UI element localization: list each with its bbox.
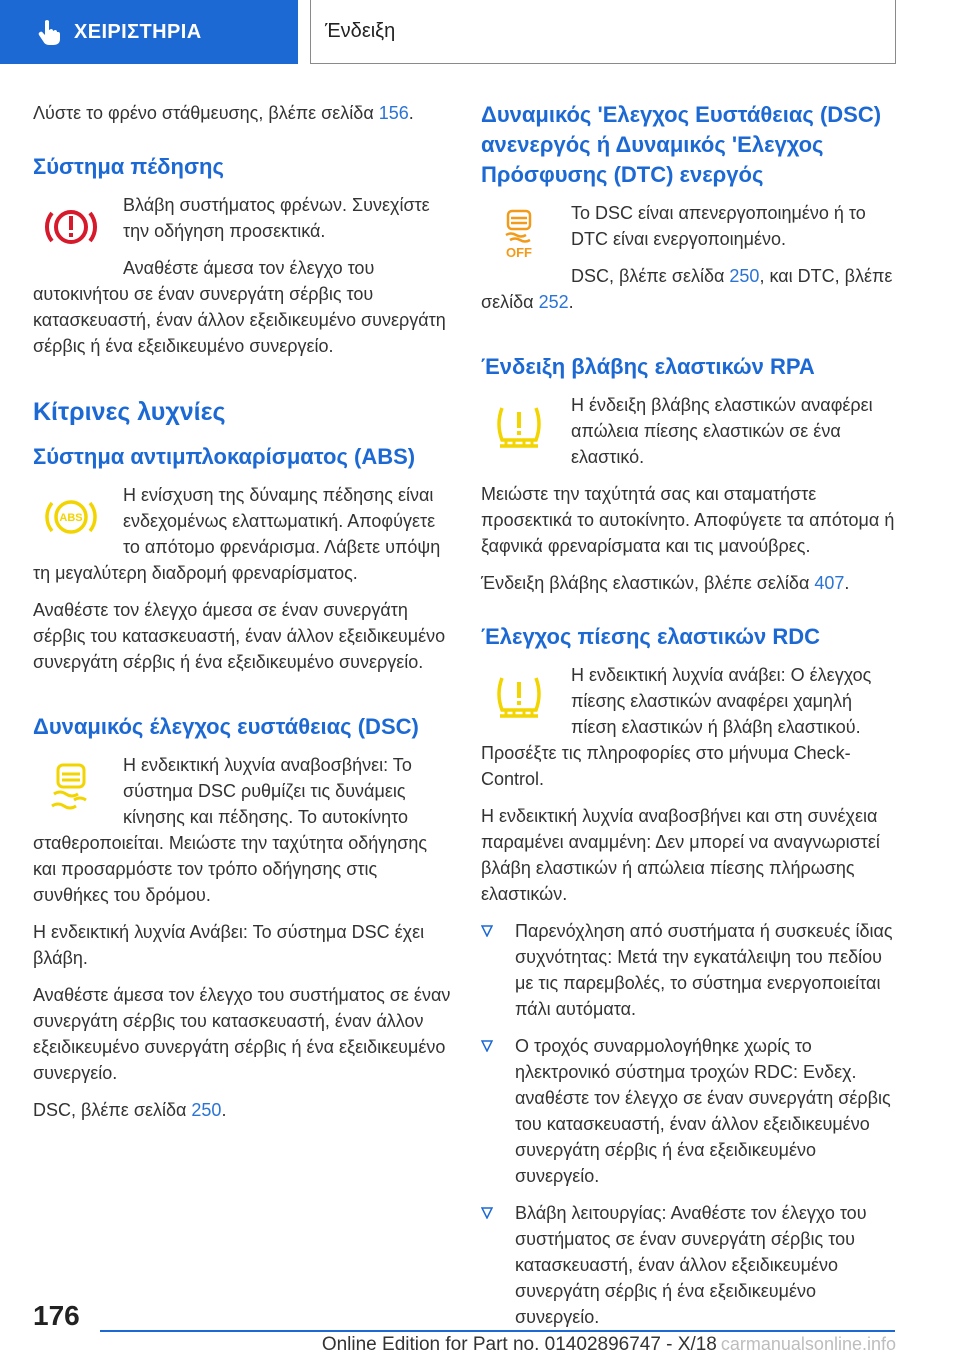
abs-heading: Σύστημα αντιμπλοκαρίσματος (ABS) [33, 444, 416, 469]
tire-pressure-icon [481, 664, 557, 730]
footer-divider [100, 1330, 895, 1332]
rdc-text-1: Η ενδεικτική λυχνία ανάβει: Ο έλεγχος πίεσης ελαστικών αναφέρει χαμηλή πίεση ελαστικών ή βλάβη ελαστικού. Προσέξτε τις πληροφορίες στο μήνυμα Check-Control. [481, 665, 872, 789]
rpa-text-2: Μειώστε την ταχύτητά σας και σταματήστε προσεκτικά το αυτοκίνητο. Αποφύγετε τα απότομα ή ξαφνικά φρεναρίσματα και τις μανούβρες. [481, 484, 895, 556]
yellow-lights-heading: Κίτρινες λυχνίες [33, 398, 226, 426]
dsc-off-text-1: Το DSC είναι απενεργοποιημένο ή το DTC είναι ενεργοποιημένο. [571, 203, 866, 249]
triangle-bullet-icon [481, 925, 493, 937]
page-link[interactable]: 250 [191, 1100, 222, 1120]
page-number: 176 [33, 1300, 80, 1331]
brake-text-2: Αναθέστε άμεσα τον έλεγχο του αυτοκινήτου σε έναν συνεργάτη σέρβις του κατασκευαστή, έναν άλλον εξειδικευμένο συνεργάτη σέρβις ή ένα εξειδικευμένο συνεργείο. [33, 258, 446, 356]
triangle-bullet-icon [481, 1040, 493, 1052]
svg-text:ABS: ABS [59, 512, 83, 524]
abs-icon [33, 484, 109, 550]
svg-text:OFF: OFF [506, 245, 532, 260]
page-link[interactable]: 250 [729, 266, 760, 286]
page-link[interactable]: 156 [378, 103, 409, 123]
hand-pointer-icon [38, 19, 60, 45]
intro-paragraph: Λύστε το φρένο στάθμευσης, βλέπε σελίδα 156. [33, 103, 414, 123]
rdc-bullet: Ο τροχός συναρμολογήθηκε χωρίς το ηλεκτρονικό σύστημα τροχών RDC: Ενδεχ. αναθέστε τον έλεγχο σε έναν συνεργάτη σέρβις του κατασκευαστή, έναν άλλον εξειδικευμένο συνεργάτη σέρβις ή ένα εξειδικευμένο συνεργείο. [481, 1033, 899, 1189]
dsc-icon [33, 754, 109, 820]
brake-system-heading: Σύστημα πέδησης [33, 154, 224, 179]
brake-warning-icon [33, 194, 109, 260]
subsection-header [310, 0, 896, 64]
rpa-heading: Ένδειξη βλάβης ελαστικών RPA [481, 354, 815, 379]
page-link[interactable]: 252 [538, 292, 569, 312]
section-title: ΧΕΙΡΙΣΤΗΡΙΑ [74, 20, 202, 43]
dsc-text-1: Η ενδεικτική λυχνία αναβοσβήνει: Το σύστημα DSC ρυθμίζει τις δυνάμεις κίνησης και πέδησης. Το αυτοκίνητο σταθεροποιείται. Μειώστε την ταχύτητα οδήγησης και προσαρμόστε τον τρόπο οδήγησης στις συνθήκες του δρόμου. [33, 755, 428, 905]
dsc-text-2: Η ενδεικτική λυχνία Ανάβει: Το σύστημα DSC έχει βλάβη. [33, 922, 425, 968]
dsc-off-icon [481, 202, 557, 268]
rdc-bullet: Παρενόχληση από συστήματα ή συσκευές ίδιας συχνότητας: Μετά την εγκατάλειψη του πεδίου με τις παρεμβολές, το σύστημα ενεργοποιείται πάλι αυτόματα. [481, 918, 899, 1022]
abs-text-1: Η ενίσχυση της δύναμης πέδησης είναι ενδεχομένως ελαττωματική. Αποφύγετε το απότομο φρενάρισμα. Λάβετε υπόψη τη μεγαλύτερη διαδρομή φρεναρίσματος. [33, 485, 441, 583]
dsc-off-reference: DSC, βλέπε σελίδα 250, και DTC, βλέπε σελίδα 252. [481, 266, 893, 312]
rdc-bullet: Βλάβη λειτουργίας: Αναθέστε τον έλεγχο του συστήματος σε έναν συνεργάτη σέρβις του κατασκευαστή, έναν άλλον εξειδικευμένο συνεργάτη σέρβις ή ένα εξειδικευμένο συνεργείο. [481, 1200, 899, 1330]
subsection-title: Ένδειξη [325, 20, 396, 42]
tire-pressure-icon [481, 394, 557, 460]
triangle-bullet-icon [481, 1207, 493, 1219]
edition-text: Online Edition for Part no. 01402896747 - X/18 carmanualsonline.info [321, 1334, 896, 1355]
dsc-reference: DSC, βλέπε σελίδα 250. [33, 1100, 227, 1120]
right-column [481, 100, 899, 1341]
rpa-text-1: Η ένδειξη βλάβης ελαστικών αναφέρει απώλεια πίεσης ελαστικών σε ένα ελαστικό. [571, 395, 873, 467]
dsc-heading: Δυναμικός έλεγχος ευστάθειας (DSC) [33, 714, 419, 739]
rpa-reference: Ένδειξη βλάβης ελαστικών, βλέπε σελίδα 407. [481, 573, 850, 593]
section-tab[interactable] [0, 0, 298, 64]
brake-text-1: Βλάβη συστήματος φρένων. Συνεχίστε την οδήγηση προσεκτικά. [123, 195, 430, 241]
page-link[interactable]: 407 [814, 573, 845, 593]
watermark: carmanualsonline.info [720, 1334, 896, 1354]
abs-text-2: Αναθέστε τον έλεγχο άμεσα σε έναν συνεργάτη σέρβις του κατασκευαστή, έναν άλλον εξειδικευμένο συνεργάτη σέρβις ή ένα εξειδικευμένο συνεργείο. [33, 600, 446, 672]
rdc-heading: Έλεγχος πίεσης ελαστικών RDC [481, 624, 821, 649]
rdc-text-2: Η ενδεικτική λυχνία αναβοσβήνει και στη συνέχεια παραμένει αναμμένη: Δεν μπορεί να αναγνωριστεί βλάβη ελαστικών ή απώλεια πίεσης πλήρωσης ελαστικών. [481, 806, 880, 904]
dsc-text-3: Αναθέστε άμεσα τον έλεγχο του συστήματος σε έναν συνεργάτη σέρβις του κατασκευαστή, έναν άλλον εξειδικευμένο συνεργάτη σέρβις ή ένα εξειδικευμένο συνεργείο. [33, 985, 451, 1083]
dsc-off-heading: Δυναμικός 'Ελεγχος Ευστάθειας (DSC) ανενεργός ή Δυναμικός 'Ελεγχος Πρόσφυσης (DTC) ενεργός [481, 102, 882, 187]
left-column [33, 100, 453, 1134]
